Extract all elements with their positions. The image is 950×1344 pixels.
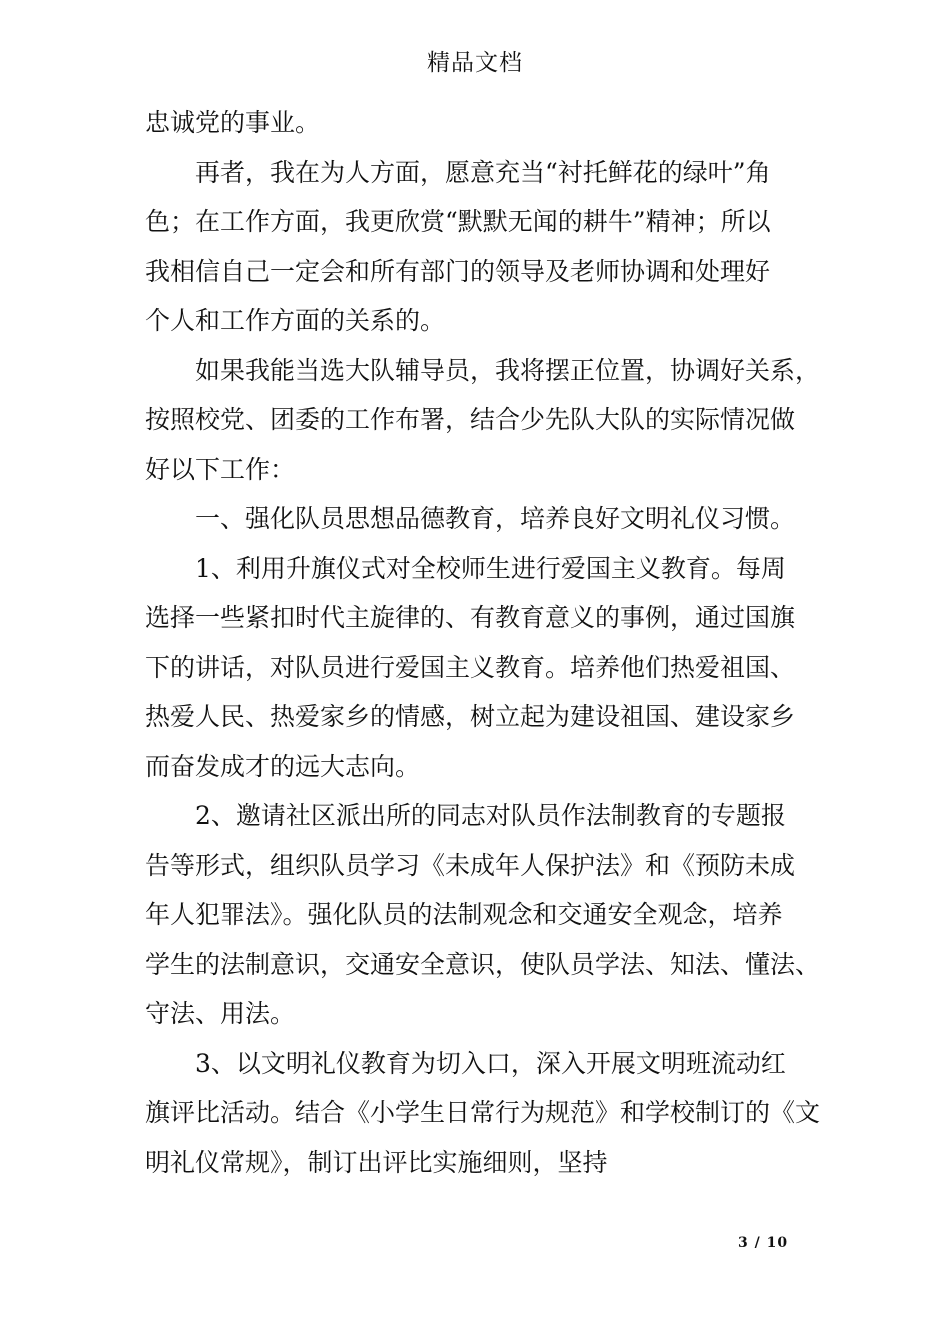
page-header-title: 精品文档 bbox=[427, 50, 523, 76]
text-line: 我相信自己一定会和所有部门的领导及老师协调和处理好 bbox=[145, 256, 771, 286]
text-line: 按照校党、团委的工作布署，结合少先队大队的实际情况做 bbox=[145, 405, 796, 434]
text-line: 守法、用法。 bbox=[145, 999, 296, 1028]
text-line: 好以下工作： bbox=[145, 454, 296, 484]
text-line: 3、以文明礼仪教育为切入口，深入开展文明班流动红 bbox=[195, 1048, 786, 1078]
text-line: 年人犯罪法》。强化队员的法制观念和交通安全观念，培养 bbox=[145, 900, 783, 929]
text-line: 学生的法制意识，交通安全意识，使队员学法、知法、懂法、 bbox=[145, 949, 821, 979]
text-line: 选择一些紧扣时代主旋律的、有教育意义的事例，通过国旗 bbox=[145, 603, 796, 632]
text-line: 告等形式，组织队员学习《未成年人保护法》和《预防未成 bbox=[145, 850, 796, 880]
text-line: 而奋发成才的远大志向。 bbox=[145, 751, 421, 781]
document-body bbox=[145, 98, 821, 1187]
text-line: 如果我能当选大队辅导员，我将摆正位置，协调好关系， bbox=[195, 355, 821, 385]
text-line: 旗评比活动。结合《小学生日常行为规范》和学校制订的《文 bbox=[145, 1098, 821, 1127]
text-line: 再者，我在为人方面，愿意充当“衬托鲜花的绿叶”角 bbox=[195, 157, 771, 187]
page-number: 3 / 10 bbox=[738, 1235, 789, 1251]
text-line: 热爱人民、热爱家乡的情感，树立起为建设祖国、建设家乡 bbox=[145, 702, 796, 731]
text-line: 下的讲话，对队员进行爱国主义教育。培养他们热爱祖国、 bbox=[145, 652, 796, 682]
text-line: 忠诚党的事业。 bbox=[145, 108, 321, 137]
text-line: 1、利用升旗仪式对全校师生进行爱国主义教育。每周 bbox=[195, 553, 786, 583]
text-line: 个人和工作方面的关系的。 bbox=[145, 306, 446, 335]
text-line: 色；在工作方面，我更欣赏“默默无闻的耕牛”精神；所以 bbox=[145, 207, 771, 236]
text-line: 明礼仪常规》，制订出评比实施细则，坚持 bbox=[145, 1147, 608, 1177]
text-line: 2、邀请社区派出所的同志对队员作法制教育的专题报 bbox=[195, 801, 786, 830]
text-line: 一、强化队员思想品德教育，培养良好文明礼仪习惯。 bbox=[195, 504, 796, 533]
